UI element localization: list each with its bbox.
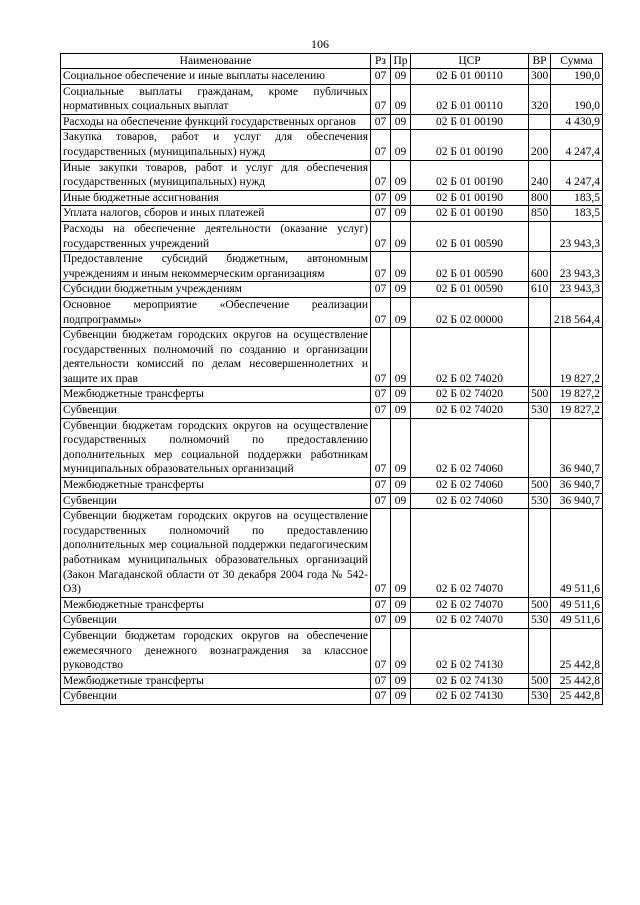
cell-sum: 4 247,4	[551, 130, 603, 160]
cell-pr: 09	[391, 206, 411, 222]
cell-rz: 07	[371, 689, 391, 705]
cell-name: Уплата налогов, сборов и иных платежей	[61, 206, 371, 222]
cell-pr: 09	[391, 597, 411, 613]
table-row	[61, 689, 603, 705]
cell-csr: 02 Б 02 74060	[411, 418, 529, 477]
cell-vr: 600	[529, 252, 551, 282]
cell-rz: 07	[371, 114, 391, 130]
cell-name: Основное мероприятие «Обеспечение реализации подпрограммы»	[61, 297, 371, 327]
cell-pr: 09	[391, 297, 411, 327]
table-row	[61, 418, 603, 477]
cell-rz: 07	[371, 252, 391, 282]
cell-csr: 02 Б 01 00190	[411, 190, 529, 206]
cell-name: Закупка товаров, работ и услуг для обеспечения государственных (муниципальных) нужд	[61, 130, 371, 160]
table-row	[61, 628, 603, 673]
cell-name: Социальное обеспечение и иные выплаты населению	[61, 69, 371, 85]
cell-sum: 49 511,6	[551, 613, 603, 629]
cell-csr: 02 Б 02 74070	[411, 509, 529, 598]
cell-pr: 09	[391, 84, 411, 114]
cell-rz: 07	[371, 403, 391, 419]
table-body	[61, 69, 603, 705]
cell-csr: 02 Б 01 00590	[411, 252, 529, 282]
cell-sum: 25 442,8	[551, 628, 603, 673]
cell-vr: 530	[529, 613, 551, 629]
cell-name: Субвенции	[61, 403, 371, 419]
cell-rz: 07	[371, 673, 391, 689]
cell-csr: 02 Б 01 00190	[411, 206, 529, 222]
cell-vr: 800	[529, 190, 551, 206]
cell-vr	[529, 114, 551, 130]
table-row	[61, 84, 603, 114]
cell-sum: 183,5	[551, 206, 603, 222]
column-header-rz: Рз	[371, 54, 391, 69]
table-row	[61, 493, 603, 509]
column-header-sum: Сумма	[551, 54, 603, 69]
table-row	[61, 613, 603, 629]
cell-pr: 09	[391, 493, 411, 509]
cell-pr: 09	[391, 509, 411, 598]
cell-pr: 09	[391, 613, 411, 629]
cell-vr: 500	[529, 597, 551, 613]
cell-sum: 19 827,2	[551, 403, 603, 419]
cell-pr: 09	[391, 628, 411, 673]
cell-name: Субвенции бюджетам городских округов на обеспечение ежемесячного денежного вознаграждения за классное руководство	[61, 628, 371, 673]
table-row	[61, 509, 603, 598]
cell-pr: 09	[391, 69, 411, 85]
table-row	[61, 478, 603, 494]
cell-pr: 09	[391, 160, 411, 190]
cell-name: Субвенции	[61, 493, 371, 509]
cell-csr: 02 Б 01 00190	[411, 114, 529, 130]
table-row	[61, 206, 603, 222]
budget-table	[60, 53, 603, 705]
cell-pr: 09	[391, 130, 411, 160]
cell-name: Субвенции бюджетам городских округов на осуществление государственных полномочий по предоставлению дополнительных мер социальной поддержки педагогическим работникам муниципальных образовательных организаций (Закон Магаданской области от 30 декабря 2004 года № 542-ОЗ)	[61, 509, 371, 598]
cell-name: Субвенции	[61, 613, 371, 629]
cell-sum: 23 943,3	[551, 282, 603, 298]
cell-vr: 320	[529, 84, 551, 114]
cell-rz: 07	[371, 328, 391, 387]
cell-sum: 23 943,3	[551, 221, 603, 251]
cell-name: Иные закупки товаров, работ и услуг для обеспечения государственных (муниципальных) нужд	[61, 160, 371, 190]
cell-name: Расходы на обеспечение деятельности (оказание услуг) государственных учреждений	[61, 221, 371, 251]
cell-csr: 02 Б 02 00000	[411, 297, 529, 327]
cell-sum: 25 442,8	[551, 689, 603, 705]
cell-rz: 07	[371, 628, 391, 673]
cell-sum: 23 943,3	[551, 252, 603, 282]
cell-rz: 07	[371, 613, 391, 629]
cell-name: Иные бюджетные ассигнования	[61, 190, 371, 206]
cell-csr: 02 Б 01 00590	[411, 221, 529, 251]
cell-csr: 02 Б 02 74020	[411, 328, 529, 387]
cell-pr: 09	[391, 673, 411, 689]
cell-sum: 4 430,9	[551, 114, 603, 130]
cell-name: Межбюджетные трансферты	[61, 597, 371, 613]
cell-csr: 02 Б 01 00110	[411, 84, 529, 114]
cell-vr: 500	[529, 387, 551, 403]
cell-sum: 19 827,2	[551, 328, 603, 387]
column-header-vr: ВР	[529, 54, 551, 69]
table-row	[61, 69, 603, 85]
cell-csr: 02 Б 02 74130	[411, 628, 529, 673]
cell-rz: 07	[371, 493, 391, 509]
cell-csr: 02 Б 01 00590	[411, 282, 529, 298]
table-header-row	[61, 54, 603, 69]
cell-pr: 09	[391, 221, 411, 251]
table-row	[61, 221, 603, 251]
cell-name: Субвенции	[61, 689, 371, 705]
cell-pr: 09	[391, 478, 411, 494]
cell-sum: 190,0	[551, 84, 603, 114]
cell-vr	[529, 418, 551, 477]
cell-vr	[529, 221, 551, 251]
cell-vr: 530	[529, 689, 551, 705]
cell-rz: 07	[371, 387, 391, 403]
cell-pr: 09	[391, 403, 411, 419]
cell-pr: 09	[391, 190, 411, 206]
column-header-name: Наименование	[61, 54, 371, 69]
cell-csr: 02 Б 02 74020	[411, 403, 529, 419]
cell-rz: 07	[371, 478, 391, 494]
cell-vr: 530	[529, 403, 551, 419]
cell-csr: 02 Б 01 00110	[411, 69, 529, 85]
cell-pr: 09	[391, 252, 411, 282]
cell-vr: 300	[529, 69, 551, 85]
cell-pr: 09	[391, 387, 411, 403]
cell-vr: 200	[529, 130, 551, 160]
cell-sum: 4 247,4	[551, 160, 603, 190]
cell-vr	[529, 509, 551, 598]
cell-rz: 07	[371, 69, 391, 85]
cell-rz: 07	[371, 221, 391, 251]
table-row	[61, 403, 603, 419]
cell-rz: 07	[371, 206, 391, 222]
table-row	[61, 160, 603, 190]
cell-sum: 19 827,2	[551, 387, 603, 403]
table-row	[61, 252, 603, 282]
cell-csr: 02 Б 02 74060	[411, 493, 529, 509]
cell-pr: 09	[391, 418, 411, 477]
table-row	[61, 190, 603, 206]
cell-sum: 190,0	[551, 69, 603, 85]
cell-name: Субсидии бюджетным учреждениям	[61, 282, 371, 298]
cell-csr: 02 Б 01 00190	[411, 160, 529, 190]
cell-vr: 500	[529, 478, 551, 494]
cell-name: Межбюджетные трансферты	[61, 673, 371, 689]
cell-csr: 02 Б 02 74130	[411, 689, 529, 705]
cell-rz: 07	[371, 84, 391, 114]
cell-name: Социальные выплаты гражданам, кроме публичных нормативных социальных выплат	[61, 84, 371, 114]
cell-name: Предоставление субсидий бюджетным, автономным учреждениям и иным некоммерческим организациям	[61, 252, 371, 282]
cell-rz: 07	[371, 282, 391, 298]
table-row	[61, 597, 603, 613]
cell-sum: 49 511,6	[551, 509, 603, 598]
cell-vr: 610	[529, 282, 551, 298]
cell-rz: 07	[371, 597, 391, 613]
cell-vr: 530	[529, 493, 551, 509]
cell-sum: 36 940,7	[551, 493, 603, 509]
table-row	[61, 297, 603, 327]
table-row	[61, 387, 603, 403]
cell-name: Субвенции бюджетам городских округов на осуществление государственных полномочий по созданию и организации деятельности комиссий по делам несовершеннолетних и защите их прав	[61, 328, 371, 387]
cell-sum: 36 940,7	[551, 478, 603, 494]
cell-csr: 02 Б 02 74070	[411, 613, 529, 629]
cell-sum: 183,5	[551, 190, 603, 206]
cell-csr: 02 Б 02 74060	[411, 478, 529, 494]
table-row	[61, 114, 603, 130]
cell-vr: 240	[529, 160, 551, 190]
cell-vr	[529, 628, 551, 673]
table-row	[61, 130, 603, 160]
cell-rz: 07	[371, 160, 391, 190]
cell-sum: 36 940,7	[551, 418, 603, 477]
cell-vr: 850	[529, 206, 551, 222]
cell-rz: 07	[371, 130, 391, 160]
cell-csr: 02 Б 02 74070	[411, 597, 529, 613]
table-row	[61, 328, 603, 387]
cell-rz: 07	[371, 190, 391, 206]
cell-pr: 09	[391, 282, 411, 298]
cell-csr: 02 Б 01 00190	[411, 130, 529, 160]
column-header-csr: ЦСР	[411, 54, 529, 69]
cell-name: Расходы на обеспечение функций государственных органов	[61, 114, 371, 130]
cell-name: Межбюджетные трансферты	[61, 478, 371, 494]
cell-sum: 49 511,6	[551, 597, 603, 613]
cell-name: Межбюджетные трансферты	[61, 387, 371, 403]
cell-rz: 07	[371, 509, 391, 598]
cell-pr: 09	[391, 114, 411, 130]
cell-sum: 218 564,4	[551, 297, 603, 327]
table-row	[61, 673, 603, 689]
page-number: 106	[311, 37, 329, 51]
cell-vr: 500	[529, 673, 551, 689]
cell-vr	[529, 328, 551, 387]
cell-pr: 09	[391, 328, 411, 387]
cell-csr: 02 Б 02 74130	[411, 673, 529, 689]
cell-csr: 02 Б 02 74020	[411, 387, 529, 403]
cell-rz: 07	[371, 297, 391, 327]
cell-sum: 25 442,8	[551, 673, 603, 689]
cell-pr: 09	[391, 689, 411, 705]
cell-vr	[529, 297, 551, 327]
column-header-pr: Пр	[391, 54, 411, 69]
table-row	[61, 282, 603, 298]
cell-rz: 07	[371, 418, 391, 477]
cell-name: Субвенции бюджетам городских округов на осуществление государственных полномочий по предоставлению дополнительных мер социальной поддержки работникам муниципальных образовательных организаций	[61, 418, 371, 477]
